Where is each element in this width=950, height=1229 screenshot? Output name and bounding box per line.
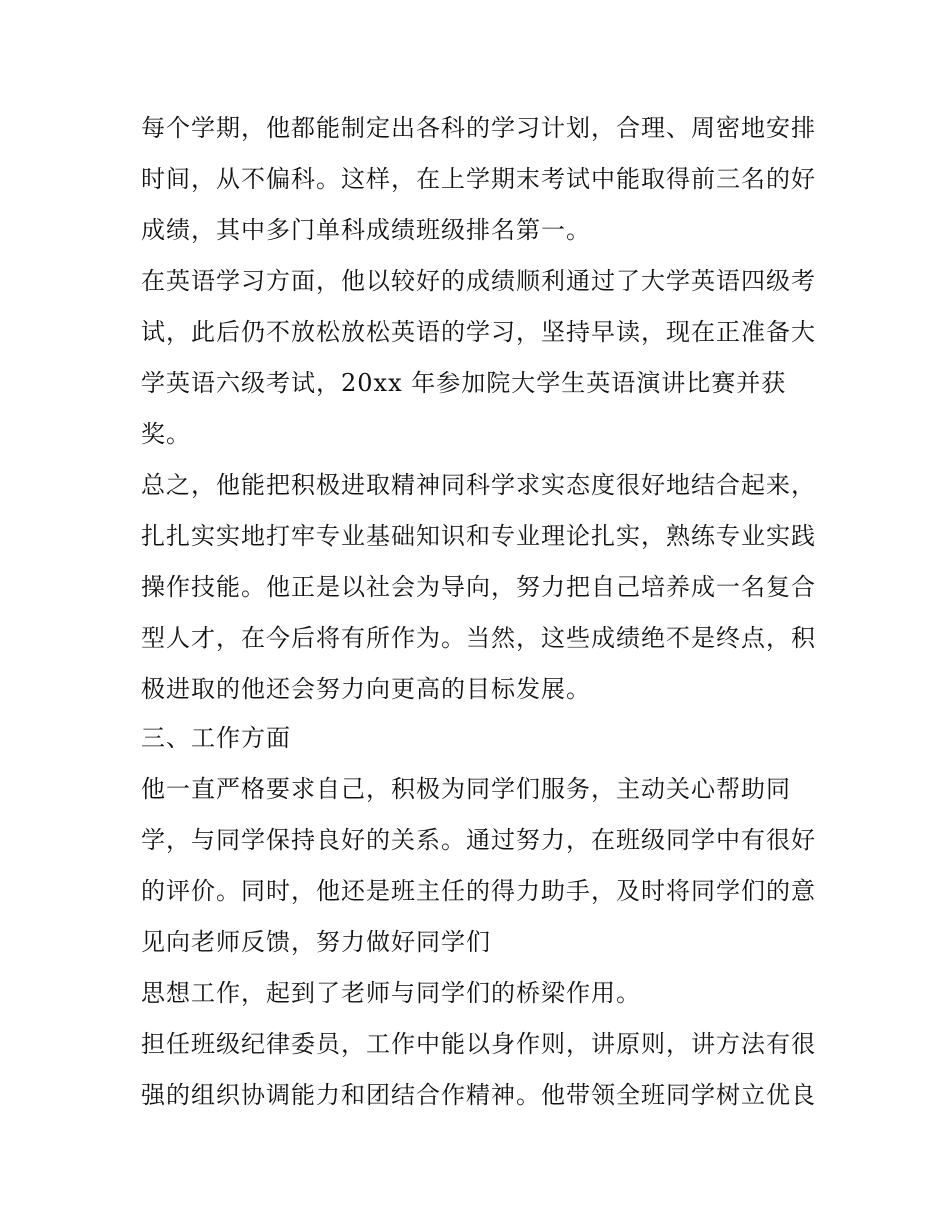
text-line-15: 学，与同学保持良好的关系。通过努力，在班级同学中有很好: [141, 826, 816, 854]
text-line-9: 扎扎实实地打牢专业基础知识和专业理论扎实，熟练专业实践: [141, 522, 816, 550]
text-line-20: 强的组织协调能力和团结合作精神。他带领全班同学树立优良: [141, 1081, 816, 1109]
text-line-18: 思想工作，起到了老师与同学们的桥梁作用。: [141, 979, 641, 1007]
text-line-12: 极进取的他还会努力向更高的目标发展。: [141, 675, 591, 703]
text-line-3: 成绩，其中多门单科成绩班级排名第一。: [141, 216, 591, 244]
text-line-2: 时间，从不偏科。这样，在上学期末考试中能取得前三名的好: [141, 165, 816, 193]
section-heading: 三、工作方面: [141, 724, 291, 752]
text-line-16: 的评价。同时，他还是班主任的得力助手，及时将同学们的意: [141, 877, 816, 905]
text-line-8: 总之，他能把积极进取精神同科学求实态度很好地结合起来，: [141, 471, 816, 499]
text-line-19: 担任班级纪律委员，工作中能以身作则，讲原则，讲方法有很: [141, 1030, 816, 1058]
text-line-10: 操作技能。他正是以社会为导向，努力把自己培养成一名复合: [141, 573, 816, 601]
text-line-11: 型人才，在今后将有所作为。当然，这些成绩绝不是终点，积: [141, 624, 816, 652]
text-line-6: 学英语六级考试，20xx 年参加院大学生英语演讲比赛并获: [141, 369, 787, 397]
text-line-4: 在英语学习方面，他以较好的成绩顺利通过了大学英语四级考: [141, 267, 816, 295]
text-line-7: 奖。: [141, 420, 191, 448]
text-line-17: 见向老师反馈，努力做好同学们: [141, 928, 491, 956]
text-line-5: 试，此后仍不放松放松英语的学习，坚持早读，现在正准备大: [141, 318, 816, 346]
text-line-14: 他一直严格要求自己，积极为同学们服务，主动关心帮助同: [141, 775, 791, 803]
text-line-1: 每个学期，他都能制定出各科的学习计划，合理、周密地安排: [141, 114, 816, 142]
